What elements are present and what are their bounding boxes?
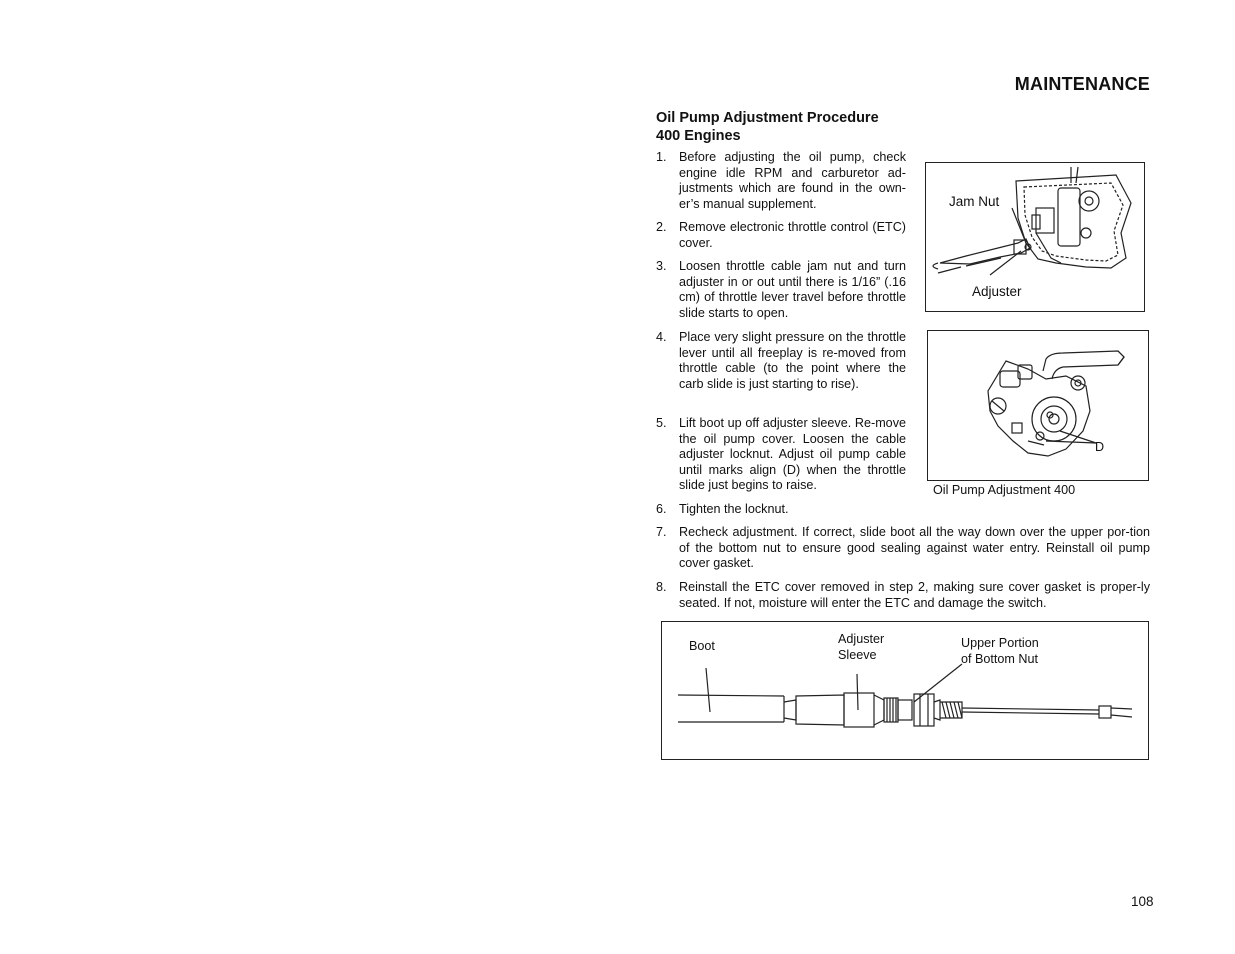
- carburetor-illustration: [926, 163, 1144, 311]
- step-text: Place very slight pressure on the throttle lever until all freeplay is re-moved from throttle cable (to the point where the carb slide is just starting to rise).: [679, 330, 906, 391]
- step-text: Recheck adjustment. If correct, slide boot all the way down over the upper por-tion of the bottom nut to ensure good sealing against water entry. Reinstall oil pump cover gasket.: [679, 525, 1150, 571]
- cable-figure: [661, 621, 1149, 760]
- oil-pump-illustration: [928, 331, 1148, 480]
- step-number: 7.: [656, 525, 667, 539]
- step-text: Before adjusting the oil pump, check engine idle RPM and carburetor ad-justments which are found in the own-er’s manual supplement.: [679, 150, 906, 211]
- bottom-nut-label: [961, 636, 1039, 667]
- step-number: 8.: [656, 580, 667, 594]
- step-number: 2.: [656, 220, 667, 234]
- step-number: 3.: [656, 259, 667, 273]
- step-number: 5.: [656, 416, 667, 430]
- bottom-nut-label-line1: Upper Portion: [961, 636, 1039, 650]
- procedure-title: [656, 109, 879, 145]
- step-text: Reinstall the ETC cover removed in step 2, making sure cover gasket is proper-ly seated. If not, moisture will enter the ETC and damage the switch.: [679, 580, 1150, 610]
- mark-d-label: D: [1095, 440, 1105, 454]
- bottom-nut-label-line2: of Bottom Nut: [961, 651, 1038, 666]
- cable-illustration: [662, 622, 1148, 759]
- procedure-title-line1: Oil Pump Adjustment Procedure: [656, 110, 879, 126]
- step-text: Remove electronic throttle control (ETC) cover.: [679, 220, 906, 250]
- carburetor-figure: [925, 162, 1145, 312]
- adjuster-sleeve-label-line2: Sleeve: [838, 647, 877, 662]
- boot-label: Boot: [689, 639, 715, 653]
- oil-pump-caption: Oil Pump Adjustment 400: [933, 483, 1076, 497]
- section-header: MAINTENANCE: [1014, 74, 1150, 94]
- jam-nut-label: Jam Nut: [949, 194, 1000, 209]
- step-number: 4.: [656, 330, 667, 344]
- step-text: Lift boot up off adjuster sleeve. Re-move the oil pump cover. Loosen the cable adjuster locknut. Adjust oil pump cable until marks align (D) when the throttle slide just begins to raise.: [679, 416, 906, 493]
- oil-pump-figure: [927, 330, 1149, 481]
- adjuster-sleeve-label-line1: Adjuster: [838, 632, 885, 646]
- step-text: Tighten the locknut.: [679, 502, 789, 516]
- step-text: Loosen throttle cable jam nut and turn adjuster in or out until there is 1/16” (.16 cm) of throttle lever travel before throttle slide starts to open.: [679, 259, 906, 320]
- step-number: 1.: [656, 150, 667, 164]
- procedure-title-line2: 400 Engines: [656, 128, 741, 144]
- adjuster-sleeve-label: [838, 632, 884, 663]
- step-number: 6.: [656, 502, 667, 516]
- adjuster-label: Adjuster: [972, 284, 1022, 299]
- page-number: 108: [1131, 894, 1154, 909]
